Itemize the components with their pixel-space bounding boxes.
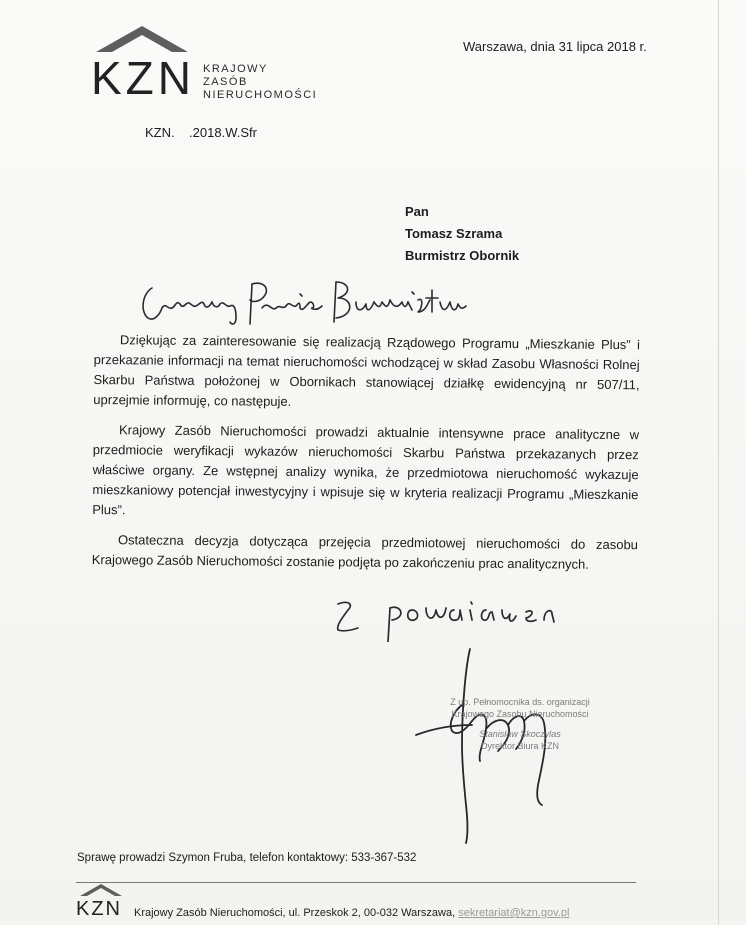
handwritten-salutation	[140, 278, 470, 330]
paragraph: Krajowy Zasób Nieruchomości prowadzi aktualnie intensywne prace analityczne w przedmiocie weryfikacji wykazów nieruchomości Skarbu Państwa przekazanych przez właściwe organy. Ze wstępnej analizy wynika, że przedmiotowa nieruchomość wykazuje mieszkaniowy potencjał inwestycyjny i wpisuje się w kryteria realizacji Programu „Mieszkanie Plus”.	[92, 422, 640, 518]
addressee-name: Tomasz Szrama	[405, 226, 503, 241]
stamp-name: Stanisław Skoczylas	[479, 729, 561, 739]
logo-letters: KZN	[91, 52, 195, 104]
reference-number: KZN. .2018.W.Sfr	[145, 125, 257, 140]
letter-body	[92, 330, 640, 585]
official-stamp	[425, 696, 615, 752]
logo-name-line: ZASÓB	[203, 76, 248, 88]
footer-email-link[interactable]: sekretariat@kzn.gov.pl	[458, 907, 570, 919]
paragraph: Dziękując za zainteresowanie się realizacją Rządowego Programu „Mieszkanie Plus” i przekazanie informacji na temat nieruchomości wchodzącej w skład Zasobu Własności Rolnej Skarbu Państwa położonej w Obornikach stanowiącej działkę ewidencyjną nr 507/11, uprzejmie informuję, co następuje.	[93, 332, 640, 409]
logo-name	[203, 63, 317, 102]
letter-date: Warszawa, dnia 31 lipca 2018 r.	[463, 39, 647, 54]
house-roof-icon	[96, 24, 188, 54]
footer-logo-letters: KZN	[76, 898, 122, 920]
footer-address-text: Krajowy Zasób Nieruchomości, ul. Przeskok 2, 00-032 Warszawa,	[134, 907, 456, 919]
stamp-line: Z up. Pełnomocnika ds. organizacji	[450, 697, 590, 707]
addressee-title: Burmistrz Obornik	[405, 248, 520, 263]
case-contact: Sprawę prowadzi Szymon Fruba, telefon kontaktowy: 533-367-532	[77, 852, 417, 864]
logo-name-line: KRAJOWY	[203, 63, 268, 75]
paragraph: Ostateczna decyzja dotycząca przejęcia przedmiotowej nieruchomości do zasobu Krajowego Zasób Nieruchomości zostanie podjęta po zakończeniu prac analitycznych.	[91, 532, 639, 572]
footer-house-roof-icon	[80, 883, 122, 897]
stamp-line: Krajowego Zasobu Nieruchomości	[451, 709, 589, 719]
handwritten-closing	[330, 596, 570, 642]
footer-divider	[76, 882, 636, 883]
scan-edge	[718, 0, 719, 925]
logo-name-line: NIERUCHOMOŚCI	[203, 89, 318, 101]
footer-address	[134, 907, 569, 919]
stamp-title: Dyrektor Biura KZN	[480, 741, 560, 751]
addressee-line: Pan	[405, 204, 429, 219]
